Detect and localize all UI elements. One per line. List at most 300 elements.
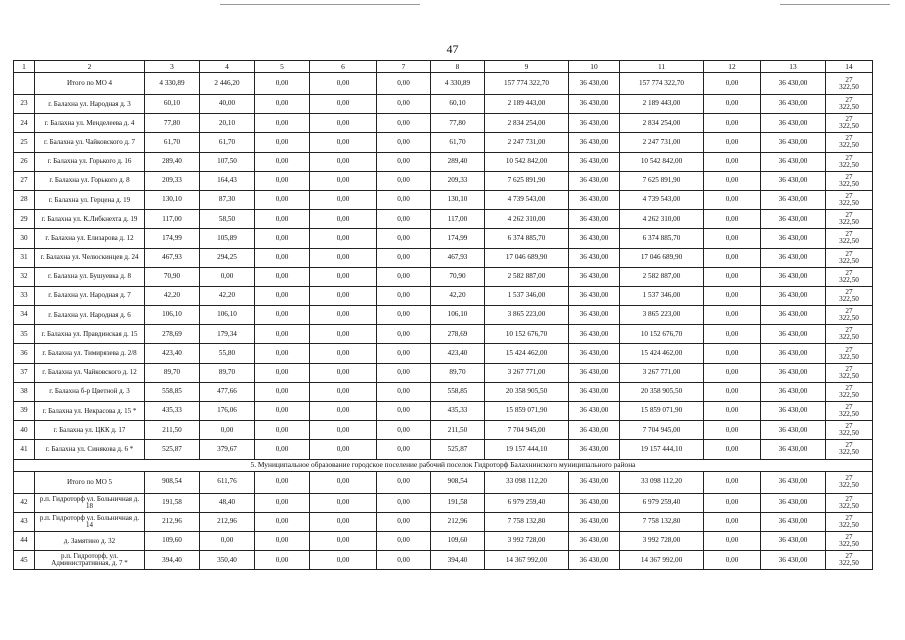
value-cell-c13: 36 430,00: [761, 114, 826, 133]
value-cell-c9: 157 774 322,70: [485, 73, 569, 95]
value-cell-c7: 0,00: [377, 325, 431, 344]
value-c14-line2: 322,50: [839, 122, 859, 131]
value-cell-c13: 36 430,00: [761, 493, 826, 512]
value-cell-c6: 0,00: [310, 512, 377, 531]
value-cell-c14: [826, 363, 873, 382]
value-cell-c10: 36 430,00: [569, 133, 620, 152]
table-row: [14, 493, 873, 512]
table-row: [14, 114, 873, 133]
value-cell-c4: 0,00: [200, 267, 255, 286]
value-cell-c3: 117,00: [145, 210, 200, 229]
value-c14-line2: 322,50: [839, 540, 859, 549]
value-cell-c4: 40,00: [200, 95, 255, 114]
value-c14-line1: 27: [845, 326, 853, 335]
table-row: [14, 306, 873, 325]
value-cell-c11: 2 247 731,00: [620, 133, 704, 152]
value-cell-c7: 0,00: [377, 421, 431, 440]
row-number: 43: [14, 512, 35, 531]
value-cell-c6: 0,00: [310, 73, 377, 95]
value-cell-c3: 423,40: [145, 344, 200, 363]
value-cell-c10: 36 430,00: [569, 512, 620, 531]
value-cell-c7: 0,00: [377, 229, 431, 248]
value-cell-c9: 2 582 887,00: [485, 267, 569, 286]
value-cell-c12: 0,00: [704, 190, 761, 209]
value-cell-c3: 467,93: [145, 248, 200, 267]
value-cell-c11: 3 865 223,00: [620, 306, 704, 325]
value-cell-c7: 0,00: [377, 95, 431, 114]
value-cell-c11: 15 859 071,90: [620, 402, 704, 421]
address-cell: г. Балахна ул. Народная д. 3: [35, 95, 145, 114]
row-number: 36: [14, 344, 35, 363]
row-number: [14, 471, 35, 493]
value-cell-c13: 36 430,00: [761, 325, 826, 344]
table-row: [14, 152, 873, 171]
value-c14-line1: 27: [845, 75, 853, 84]
value-c14-line1: 27: [845, 533, 853, 542]
value-cell-c10: 36 430,00: [569, 190, 620, 209]
value-cell-c4: 0,00: [200, 421, 255, 440]
value-cell-c7: 0,00: [377, 73, 431, 95]
value-cell-c8: 467,93: [431, 248, 485, 267]
value-cell-c8: 77,80: [431, 114, 485, 133]
value-c14-line1: 27: [845, 383, 853, 392]
value-cell-c7: 0,00: [377, 440, 431, 459]
value-cell-c13: 36 430,00: [761, 363, 826, 382]
value-cell-c5: 0,00: [255, 171, 310, 190]
address-cell: г. Балахна ул. Некрасова д. 15 *: [35, 402, 145, 421]
row-number: 29: [14, 210, 35, 229]
value-cell-c8: 525,87: [431, 440, 485, 459]
value-cell-c5: 0,00: [255, 95, 310, 114]
value-cell-c4: 212,96: [200, 512, 255, 531]
value-cell-c14: [826, 471, 873, 493]
value-cell-c8: 106,10: [431, 306, 485, 325]
value-cell-c3: 908,54: [145, 471, 200, 493]
value-cell-c9: 7 625 891,90: [485, 171, 569, 190]
table-row: [14, 229, 873, 248]
value-cell-c4: 61,70: [200, 133, 255, 152]
value-cell-c4: 611,76: [200, 471, 255, 493]
value-c14-line1: 27: [845, 172, 853, 181]
value-c14-line1: 27: [845, 115, 853, 124]
value-cell-c14: [826, 382, 873, 401]
value-cell-c11: 2 189 443,00: [620, 95, 704, 114]
value-cell-c12: 0,00: [704, 325, 761, 344]
value-cell-c5: 0,00: [255, 152, 310, 171]
table-row: [14, 210, 873, 229]
value-cell-c8: 60,10: [431, 95, 485, 114]
value-cell-c11: 10 152 676,70: [620, 325, 704, 344]
value-cell-c5: 0,00: [255, 421, 310, 440]
value-cell-c10: 36 430,00: [569, 171, 620, 190]
value-cell-c10: 36 430,00: [569, 363, 620, 382]
value-cell-c9: 2 834 254,00: [485, 114, 569, 133]
value-c14-line1: 27: [845, 552, 853, 561]
row-number: 40: [14, 421, 35, 440]
value-cell-c8: 435,33: [431, 402, 485, 421]
row-number: 23: [14, 95, 35, 114]
value-cell-c6: 0,00: [310, 531, 377, 550]
address-cell: г. Балахна ул. Горького д. 16: [35, 152, 145, 171]
value-cell-c11: 157 774 322,70: [620, 73, 704, 95]
value-cell-c5: 0,00: [255, 114, 310, 133]
value-cell-c6: 0,00: [310, 440, 377, 459]
value-cell-c6: 0,00: [310, 210, 377, 229]
value-cell-c11: 3 992 728,00: [620, 531, 704, 550]
value-cell-c10: 36 430,00: [569, 493, 620, 512]
value-cell-c14: [826, 73, 873, 95]
value-cell-c9: 20 358 905,50: [485, 382, 569, 401]
table-row: [14, 551, 873, 570]
value-cell-c7: 0,00: [377, 382, 431, 401]
value-cell-c6: 0,00: [310, 402, 377, 421]
value-cell-c12: 0,00: [704, 171, 761, 190]
address-cell: г. Балахна ул. К.Либкнехта д. 19: [35, 210, 145, 229]
value-cell-c3: 109,60: [145, 531, 200, 550]
address-cell: р.п. Гидроторф, ул. Административная, д. 7 *: [35, 551, 145, 570]
row-number: 24: [14, 114, 35, 133]
column-number: 4: [200, 61, 255, 73]
value-c14-line2: 322,50: [839, 275, 859, 284]
column-number: 6: [310, 61, 377, 73]
value-cell-c14: [826, 114, 873, 133]
value-cell-c8: 191,58: [431, 493, 485, 512]
value-cell-c5: 0,00: [255, 382, 310, 401]
value-cell-c12: 0,00: [704, 210, 761, 229]
value-cell-c12: 0,00: [704, 114, 761, 133]
value-cell-c12: 0,00: [704, 421, 761, 440]
value-cell-c10: 36 430,00: [569, 114, 620, 133]
value-cell-c9: 3 267 771,00: [485, 363, 569, 382]
value-cell-c6: 0,00: [310, 306, 377, 325]
value-cell-c7: 0,00: [377, 171, 431, 190]
row-number: 37: [14, 363, 35, 382]
value-cell-c9: 3 992 728,00: [485, 531, 569, 550]
value-cell-c9: 4 739 543,00: [485, 190, 569, 209]
value-cell-c9: 6 374 885,70: [485, 229, 569, 248]
row-number: 42: [14, 493, 35, 512]
value-cell-c10: 36 430,00: [569, 551, 620, 570]
value-cell-c12: 0,00: [704, 551, 761, 570]
value-cell-c3: 211,50: [145, 421, 200, 440]
value-cell-c12: 0,00: [704, 440, 761, 459]
value-cell-c4: 179,34: [200, 325, 255, 344]
value-cell-c12: 0,00: [704, 267, 761, 286]
value-cell-c8: 212,96: [431, 512, 485, 531]
value-cell-c3: 70,90: [145, 267, 200, 286]
value-cell-c11: 6 374 885,70: [620, 229, 704, 248]
value-c14-line1: 27: [845, 474, 853, 483]
value-cell-c5: 0,00: [255, 229, 310, 248]
address-cell: г. Балахна ул. Синякова д. 6 *: [35, 440, 145, 459]
table-row: [14, 363, 873, 382]
value-c14-line1: 27: [845, 364, 853, 373]
page-number: 47: [446, 42, 459, 56]
value-cell-c6: 0,00: [310, 363, 377, 382]
value-cell-c4: 294,25: [200, 248, 255, 267]
top-edge-line-right: [780, 4, 890, 5]
address-cell: г. Балахна ул. Горького д. 8: [35, 171, 145, 190]
table-row: [14, 402, 873, 421]
row-number: 41: [14, 440, 35, 459]
value-cell-c3: 435,33: [145, 402, 200, 421]
value-cell-c9: 10 542 842,00: [485, 152, 569, 171]
value-cell-c7: 0,00: [377, 306, 431, 325]
value-cell-c8: 89,70: [431, 363, 485, 382]
value-cell-c5: 0,00: [255, 133, 310, 152]
value-cell-c12: 0,00: [704, 344, 761, 363]
value-cell-c7: 0,00: [377, 267, 431, 286]
value-cell-c7: 0,00: [377, 248, 431, 267]
value-cell-c7: 0,00: [377, 344, 431, 363]
value-cell-c9: 10 152 676,70: [485, 325, 569, 344]
value-cell-c10: 36 430,00: [569, 471, 620, 493]
value-c14-line2: 322,50: [839, 160, 859, 169]
value-cell-c10: 36 430,00: [569, 382, 620, 401]
value-c14-line2: 322,50: [839, 501, 859, 510]
value-c14-line2: 322,50: [839, 256, 859, 265]
value-cell-c12: 0,00: [704, 531, 761, 550]
value-cell-c13: 36 430,00: [761, 171, 826, 190]
value-c14-line1: 27: [845, 287, 853, 296]
value-c14-line2: 322,50: [839, 448, 859, 457]
value-cell-c4: 477,66: [200, 382, 255, 401]
value-cell-c10: 36 430,00: [569, 306, 620, 325]
value-c14-line2: 322,50: [839, 390, 859, 399]
value-cell-c10: 36 430,00: [569, 325, 620, 344]
value-cell-c13: 36 430,00: [761, 267, 826, 286]
value-cell-c8: 394,40: [431, 551, 485, 570]
value-cell-c11: 4 739 543,00: [620, 190, 704, 209]
top-edge-line: [220, 4, 420, 5]
table-row: [14, 248, 873, 267]
value-c14-line1: 27: [845, 153, 853, 162]
value-cell-c11: 3 267 771,00: [620, 363, 704, 382]
row-number: 45: [14, 551, 35, 570]
value-cell-c13: 36 430,00: [761, 229, 826, 248]
section-header-row: [14, 459, 873, 471]
value-cell-c9: 7 704 945,00: [485, 421, 569, 440]
value-cell-c6: 0,00: [310, 551, 377, 570]
value-cell-c7: 0,00: [377, 531, 431, 550]
value-c14-line2: 322,50: [839, 199, 859, 208]
value-cell-c12: 0,00: [704, 133, 761, 152]
row-number: 38: [14, 382, 35, 401]
table-row: [14, 171, 873, 190]
value-cell-c14: [826, 551, 873, 570]
value-cell-c11: 7 758 132,80: [620, 512, 704, 531]
address-cell: г. Балахна б-р Цветной д. 3: [35, 382, 145, 401]
value-cell-c9: 15 859 071,90: [485, 402, 569, 421]
value-cell-c12: 0,00: [704, 229, 761, 248]
value-cell-c4: 350,40: [200, 551, 255, 570]
value-c14-line2: 322,50: [839, 314, 859, 323]
value-cell-c8: 423,40: [431, 344, 485, 363]
value-cell-c12: 0,00: [704, 73, 761, 95]
value-cell-c7: 0,00: [377, 363, 431, 382]
row-number: 30: [14, 229, 35, 248]
row-number: 31: [14, 248, 35, 267]
value-cell-c9: 2 189 443,00: [485, 95, 569, 114]
value-cell-c11: 2 582 887,00: [620, 267, 704, 286]
value-cell-c4: 48,40: [200, 493, 255, 512]
value-c14-line1: 27: [845, 513, 853, 522]
subtotal-row: [14, 73, 873, 95]
value-cell-c10: 36 430,00: [569, 73, 620, 95]
table-row: [14, 267, 873, 286]
row-number: 34: [14, 306, 35, 325]
value-cell-c9: 33 098 112,20: [485, 471, 569, 493]
row-number: 33: [14, 286, 35, 305]
value-cell-c5: 0,00: [255, 73, 310, 95]
value-cell-c6: 0,00: [310, 382, 377, 401]
value-cell-c14: [826, 421, 873, 440]
value-c14-line2: 322,50: [839, 520, 859, 529]
value-cell-c7: 0,00: [377, 551, 431, 570]
value-cell-c9: 7 758 132,80: [485, 512, 569, 531]
value-cell-c14: [826, 512, 873, 531]
value-cell-c14: [826, 152, 873, 171]
row-number: 35: [14, 325, 35, 344]
value-cell-c6: 0,00: [310, 133, 377, 152]
value-c14-line1: 27: [845, 268, 853, 277]
value-cell-c13: 36 430,00: [761, 286, 826, 305]
value-cell-c12: 0,00: [704, 382, 761, 401]
value-cell-c11: 2 834 254,00: [620, 114, 704, 133]
value-cell-c14: [826, 229, 873, 248]
table-row: [14, 512, 873, 531]
value-cell-c11: 10 542 842,00: [620, 152, 704, 171]
value-c14-line2: 322,50: [839, 429, 859, 438]
table-row: [14, 440, 873, 459]
value-c14-line2: 322,50: [839, 82, 859, 91]
value-cell-c7: 0,00: [377, 190, 431, 209]
value-cell-c5: 0,00: [255, 248, 310, 267]
value-cell-c7: 0,00: [377, 493, 431, 512]
value-cell-c3: 278,69: [145, 325, 200, 344]
value-c14-line1: 27: [845, 345, 853, 354]
row-number: [14, 73, 35, 95]
value-cell-c12: 0,00: [704, 248, 761, 267]
value-cell-c13: 36 430,00: [761, 210, 826, 229]
housing-register-table: [13, 60, 873, 570]
value-cell-c9: 3 865 223,00: [485, 306, 569, 325]
value-cell-c14: [826, 402, 873, 421]
value-cell-c4: 87,30: [200, 190, 255, 209]
value-cell-c8: 289,40: [431, 152, 485, 171]
value-c14-line2: 322,50: [839, 352, 859, 361]
value-cell-c6: 0,00: [310, 286, 377, 305]
value-cell-c12: 0,00: [704, 286, 761, 305]
address-cell: г. Балахна ул. Чайковского д. 12: [35, 363, 145, 382]
value-cell-c9: 1 537 346,00: [485, 286, 569, 305]
value-cell-c12: 0,00: [704, 95, 761, 114]
value-cell-c6: 0,00: [310, 95, 377, 114]
table-row: [14, 325, 873, 344]
value-cell-c3: 89,70: [145, 363, 200, 382]
subtotal-label: Итого по МО 5: [35, 471, 145, 493]
value-cell-c13: 36 430,00: [761, 402, 826, 421]
table-row: [14, 286, 873, 305]
address-cell: г. Балахна ул. Менделеева д. 4: [35, 114, 145, 133]
value-cell-c3: 106,10: [145, 306, 200, 325]
value-cell-c6: 0,00: [310, 248, 377, 267]
value-cell-c5: 0,00: [255, 363, 310, 382]
value-cell-c3: 77,80: [145, 114, 200, 133]
value-cell-c4: 164,43: [200, 171, 255, 190]
table-row: [14, 382, 873, 401]
value-c14-line2: 322,50: [839, 237, 859, 246]
value-cell-c12: 0,00: [704, 471, 761, 493]
column-number: 14: [826, 61, 873, 73]
value-cell-c5: 0,00: [255, 440, 310, 459]
value-cell-c3: 212,96: [145, 512, 200, 531]
value-cell-c6: 0,00: [310, 421, 377, 440]
table-row: [14, 190, 873, 209]
value-cell-c10: 36 430,00: [569, 267, 620, 286]
value-cell-c8: 278,69: [431, 325, 485, 344]
value-cell-c13: 36 430,00: [761, 551, 826, 570]
value-cell-c8: 174,99: [431, 229, 485, 248]
value-cell-c11: 19 157 444,10: [620, 440, 704, 459]
value-cell-c7: 0,00: [377, 512, 431, 531]
value-cell-c9: 15 424 462,00: [485, 344, 569, 363]
value-cell-c13: 36 430,00: [761, 73, 826, 95]
value-cell-c14: [826, 210, 873, 229]
value-cell-c6: 0,00: [310, 190, 377, 209]
value-cell-c6: 0,00: [310, 471, 377, 493]
address-cell: г. Балахна ул. Народная д. 6: [35, 306, 145, 325]
value-cell-c3: 209,33: [145, 171, 200, 190]
value-cell-c6: 0,00: [310, 493, 377, 512]
column-number: 10: [569, 61, 620, 73]
value-cell-c13: 36 430,00: [761, 152, 826, 171]
value-cell-c12: 0,00: [704, 512, 761, 531]
value-cell-c8: 130,10: [431, 190, 485, 209]
value-cell-c5: 0,00: [255, 306, 310, 325]
value-cell-c5: 0,00: [255, 286, 310, 305]
value-cell-c7: 0,00: [377, 114, 431, 133]
value-cell-c9: 14 367 992,00: [485, 551, 569, 570]
value-cell-c9: 6 979 259,40: [485, 493, 569, 512]
value-cell-c11: 15 424 462,00: [620, 344, 704, 363]
value-cell-c14: [826, 531, 873, 550]
value-cell-c13: 36 430,00: [761, 190, 826, 209]
value-cell-c8: 4 330,89: [431, 73, 485, 95]
value-cell-c14: [826, 493, 873, 512]
value-cell-c8: 211,50: [431, 421, 485, 440]
column-number: 13: [761, 61, 826, 73]
value-cell-c10: 36 430,00: [569, 152, 620, 171]
value-cell-c3: 4 330,89: [145, 73, 200, 95]
value-cell-c14: [826, 306, 873, 325]
value-c14-line2: 322,50: [839, 103, 859, 112]
value-cell-c6: 0,00: [310, 152, 377, 171]
value-cell-c13: 36 430,00: [761, 133, 826, 152]
address-cell: г. Балахна ул. Народная д. 7: [35, 286, 145, 305]
value-c14-line2: 322,50: [839, 218, 859, 227]
address-cell: г. Балахна ул. ЦКК д. 17: [35, 421, 145, 440]
subtotal-label: Итого по МО 4: [35, 73, 145, 95]
value-cell-c12: 0,00: [704, 493, 761, 512]
value-cell-c5: 0,00: [255, 210, 310, 229]
column-number: 12: [704, 61, 761, 73]
row-number: 26: [14, 152, 35, 171]
value-cell-c14: [826, 267, 873, 286]
address-cell: г. Балахна ул. Чайковского д. 7: [35, 133, 145, 152]
address-cell: р.п. Гидроторф ул. Больничная д. 18: [35, 493, 145, 512]
value-cell-c11: 6 979 259,40: [620, 493, 704, 512]
